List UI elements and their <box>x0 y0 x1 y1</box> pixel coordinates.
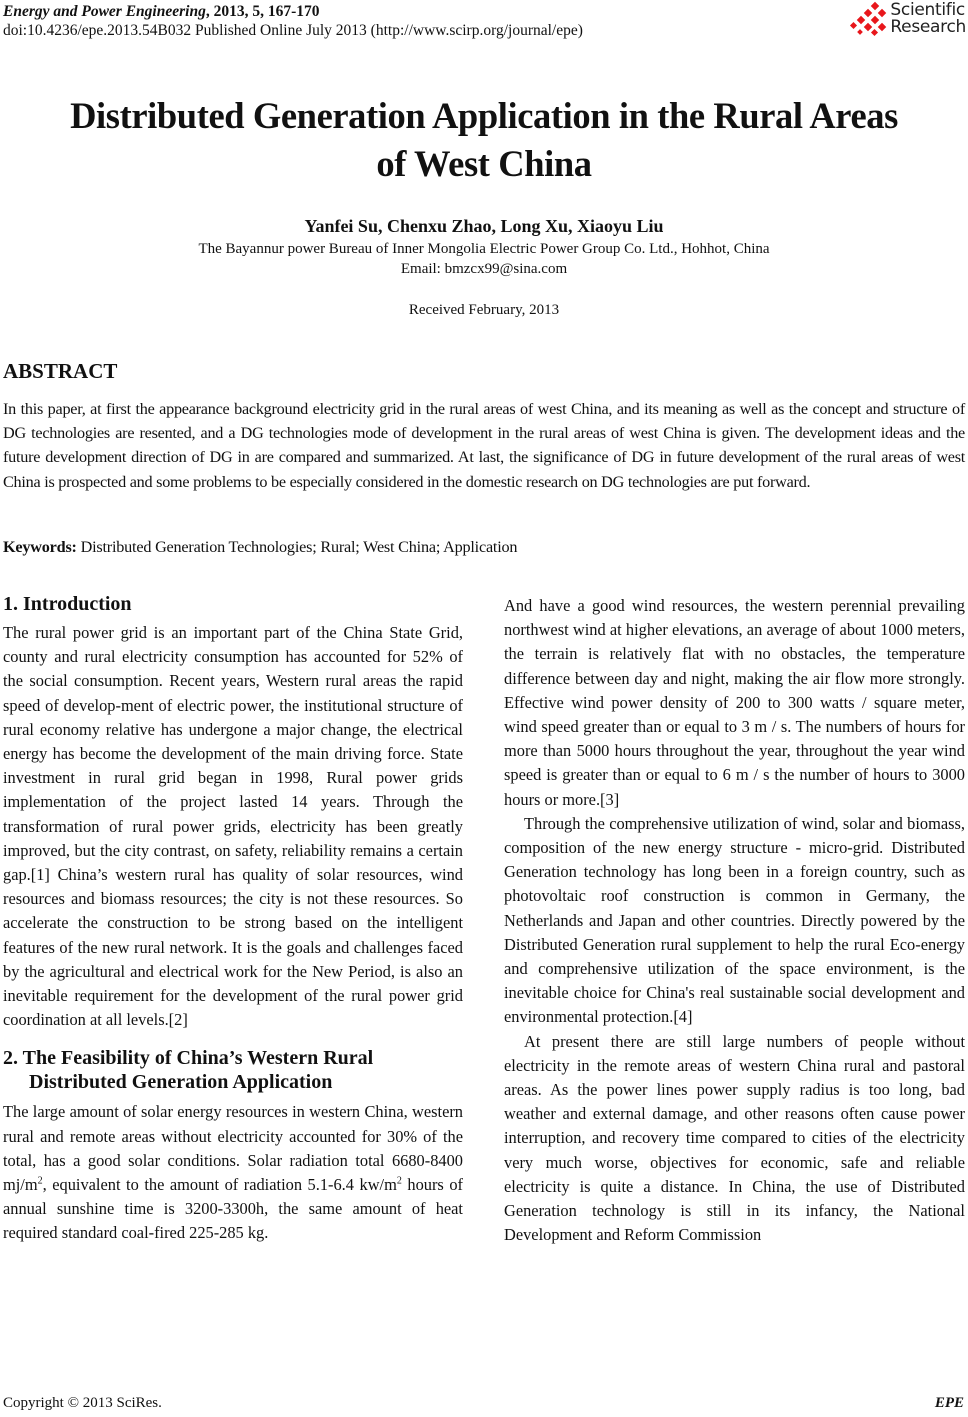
section-1-paragraph: The rural power grid is an important part of the China State Grid, county and rural electricity consumption has accounted for 52% of the social consumption. Recent years, Western rural areas the rapid speed of develop-ment of electric power, the institutional structure of rural economy relative has undergone a major change, the electrical energy has become the development of the main driving force. State investment in rural grid began in 1998, Rural power grids implementation of the project lasted 14 years. Through the transformation of rural power grids, electricity has been greatly improved, but the city contrast, on safety, reliability remains a certain gap.[1] China’s western rural has quality of solar resources, wind resources and biomass resources; the city is not these resources. So accelerate the construction to be strong based on the intelligent features of the new rural network. It is the goals and challenges faced by the agricultural and electrical work for the New Period, is also an inevitable requirement for the development of the rural power grid coordination at all levels.[2] <box>3 623 463 1030</box>
journal-name: Energy and Power Engineering <box>3 3 206 20</box>
abstract-heading: ABSTRACT <box>3 359 118 383</box>
title-line-2: of West China <box>376 143 592 184</box>
paper-title <box>0 92 968 188</box>
scientific-research-diamond-logo-icon <box>851 1 887 37</box>
journal-issue: , 2013, 5, 167-170 <box>205 3 320 20</box>
right-column <box>504 594 965 1247</box>
keywords-label: Keywords: <box>3 538 77 556</box>
received-date: Received February, 2013 <box>408 302 560 318</box>
email[interactable]: Email: bmzcx99@sina.com <box>400 261 568 277</box>
publisher-logo <box>851 1 966 37</box>
copyright: Copyright © 2013 SciRes. <box>3 1395 162 1411</box>
section-2-paragraph-4: At present there are still large numbers of people without electricity in the remote areas of western China rural and pastoral areas. As the power lines power supply radius is too long, bad weather and external damage, and other reasons often cause power interruption, and recovery time compared to cities of the electricity very much worse, objectives for economic, safe and reliable electricity is quite a distance. In China, the use of Distributed Generation technology is still in its infancy, the National Development and Reform Commission <box>504 1031 965 1245</box>
p1-text-b: , equivalent to the amount of radiation 5.1-6.4 kw/m <box>42 1175 397 1195</box>
authors: Yanfei Su, Chenxu Zhao, Long Xu, Xiaoyu Liu <box>304 216 664 236</box>
affiliation: The Bayannur power Bureau of Inner Mongolia Electric Power Group Co. Ltd., Hohhot, China <box>198 241 770 257</box>
p1-text-c: hours of annual sunshine time is 3200-3300h, the same amount of heat required standard coal-fired 225-285 kg. <box>3 1175 463 1243</box>
abstract-body: In this paper, at first the appearance background electricity grid in the rural areas of west China, and its meaning as well as the concept and structure of DG technologies are resented, and a DG technologies mode of development in the rural areas of west China is given. The development ideas and the future development direction of DG in are compared and summarized. At last, the significance of DG in future development of the rural areas of west China is prospected and some problems to be especially considered in the domestic research on DG technologies are put forward. <box>3 400 965 491</box>
section-2-heading-line2: Distributed Generation Application <box>29 1071 333 1094</box>
section-1-heading: 1. Introduction <box>3 593 132 615</box>
journal-abbrev: EPE <box>934 1395 964 1411</box>
title-line-1: Distributed Generation Application in the Rural Areas <box>70 95 898 136</box>
section-2-heading <box>3 1046 463 1094</box>
left-column <box>3 592 463 1246</box>
section-2-heading-line1: 2. The Feasibility of China’s Western Rural <box>3 1047 374 1070</box>
superscript: 2 <box>396 1175 402 1187</box>
running-head <box>3 2 583 40</box>
superscript: 2 <box>37 1175 43 1187</box>
section-2-paragraph-1 <box>3 1100 463 1245</box>
keywords-list: Distributed Generation Technologies; Rural; West China; Application <box>76 538 518 556</box>
section-2-paragraph-2: And have a good wind resources, the western perennial prevailing northwest wind at higher elevations, an average of about 1000 meters, the terrain is relatively flat with no obstacles, the temperature difference between day and night, making the air flow more strongly. Effective wind power density of 200 to 300 watts / square meter, wind speed greater than or equal to 3 m / s. The numbers of hours for more than 5000 hours throughout the year, throughout the year wind speed is greater than or equal to 6 m / s the number of hours to 3000 hours or more.[3] <box>504 596 965 809</box>
p1-text-a: The large amount of solar energy resources in western China, western rural and remote areas without electricity accounted for 30% of the total, has a good solar conditions. Solar radiation total 6680-8400 mj/m <box>3 1102 463 1195</box>
journal-citation <box>3 2 583 21</box>
logo-text-line1: Scientific <box>890 0 965 20</box>
doi-line[interactable]: doi:10.4236/epe.2013.54B032 Published Online July 2013 (http://www.scirp.org/journal/epe) <box>3 22 583 39</box>
section-2-paragraph-3: Through the comprehensive utilization of wind, solar and biomass, composition of the new energy structure - micro-grid. Distributed Generation technology has long been in a foreign country, such as photovoltaic roof construction is common in Germany, the Netherlands and Japan and other countries. Directly powered by the Distributed Generation rural supplement to help the rural Eco-energy and comprehensive utilization of the space environment, is the inevitable choice for China's real sustainable social development and environmental protection.[4] <box>504 813 965 1027</box>
logo-text-line2: Research <box>890 17 966 37</box>
keywords <box>3 536 517 558</box>
